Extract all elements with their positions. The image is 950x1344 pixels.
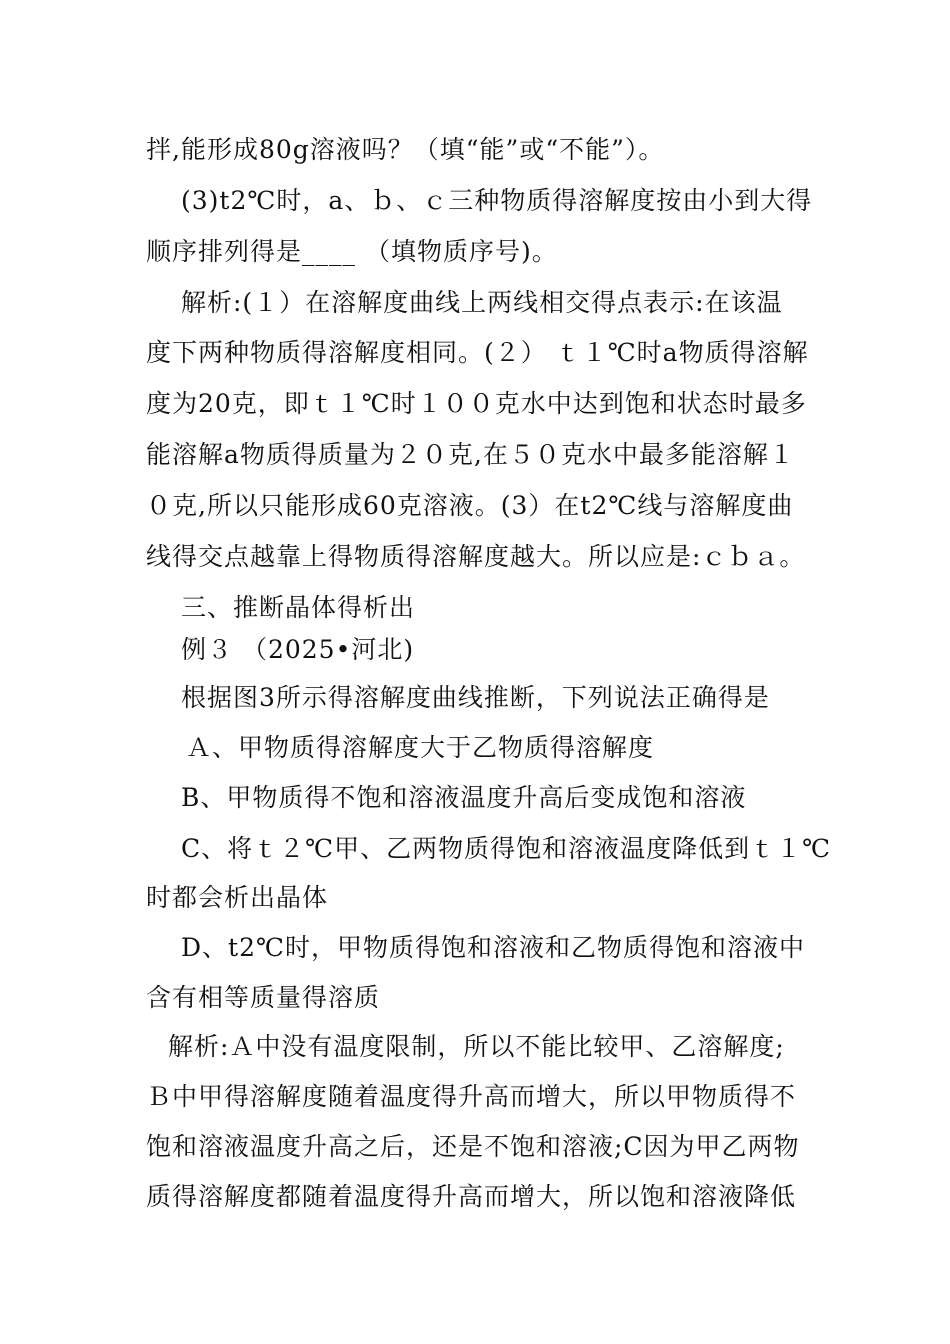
text-line: 质得溶解度都随着温度得升高而增大，所以饱和溶液降低 [146,1182,797,1211]
text-line: 度下两种物质得溶解度相同。(２） ｔ１℃时a物质得溶解 [146,338,809,367]
text-line: 解析:(１）在溶解度曲线上两线相交得点表示:在该温 [181,288,783,317]
text-line: 含有相等质量得溶质 [146,983,381,1012]
question-stem: 根据图3所示得溶解度曲线推断，下列说法正确得是 [181,683,770,712]
text-line: 线得交点越靠上得物质得溶解度越大。所以应是:ｃｂａ。 [146,542,806,571]
option-c: C、将ｔ２℃甲、乙两物质得饱和溶液温度降低到ｔ１℃ [181,834,832,863]
section-heading: 三、推断晶体得析出 [181,593,416,622]
text-line: 顺序排列得是____ （填物质序号)。 [146,237,558,266]
option-d: D、t2℃时，甲物质得饱和溶液和乙物质得饱和溶液中 [181,933,805,962]
option-a: Ａ、甲物质得溶解度大于乙物质得溶解度 [186,733,655,762]
text-line: ０克,所以只能形成60克溶液。(3）在t2℃线与溶解度曲 [146,491,794,520]
text-line: 拌,能形成80g溶液吗？（填“能”或“不能”）。 [146,135,665,164]
text-line: 能溶解a物质得质量为２０克,在５０克水中最多能溶解１ [146,440,795,469]
text-line: (3)t2℃时，a、ｂ、ｃ三种物质得溶解度按由小到大得 [181,186,813,215]
option-b: B、甲物质得不饱和溶液温度升高后变成饱和溶液 [181,783,747,812]
text-line: 解析:Ａ中没有温度限制，所以不能比较甲、乙溶解度; [168,1032,785,1061]
text-line: 饱和溶液温度升高之后，还是不饱和溶液;C因为甲乙两物 [146,1132,800,1161]
text-line: Ｂ中甲得溶解度随着温度得升高而增大，所以甲物质得不 [146,1082,797,1111]
text-line: 时都会析出晶体 [146,883,329,912]
example-label: 例３ （2025•河北) [181,635,415,664]
text-line: 度为20克，即ｔ１℃时１００克水中达到饱和状态时最多 [146,389,807,418]
